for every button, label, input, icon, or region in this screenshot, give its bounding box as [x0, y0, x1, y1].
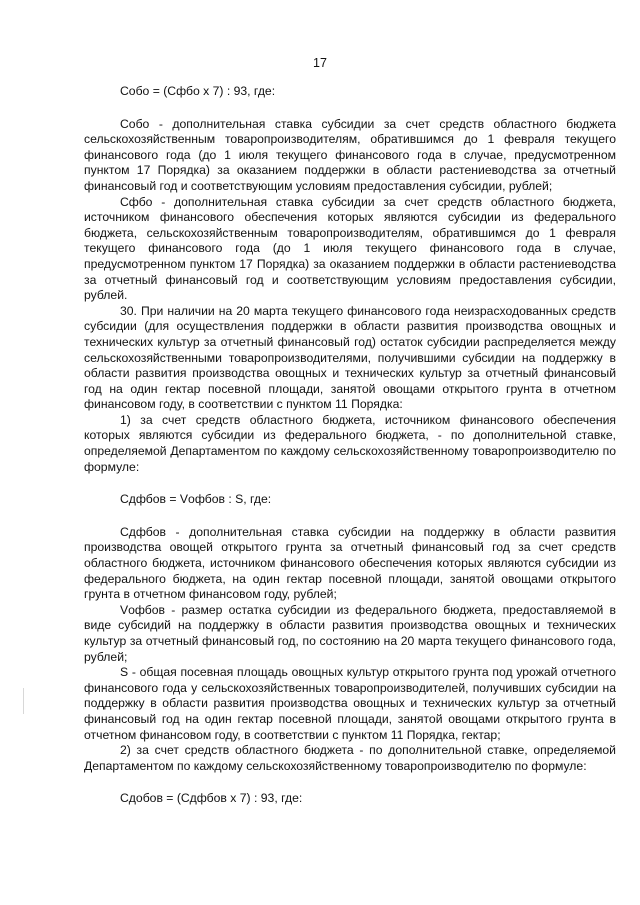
clause-30: 30. При наличии на 20 марта текущего финансового года неизрасходованных средств субсидии (для осуществления поддержки в области развития производства овощных и технических культур за отчетный финансовый год) остаток субсидии распределяется между сельскохозяйственными товаропроизводителями, получившими субсидии на поддержку в области развития производства овощных и технических культур за отчетный финансовый год на один гектар посевной площади, занятой овощами открытого грунта в отчетном финансовом году, в соответствии с пунктом 11 Порядка: [84, 303, 616, 412]
subclause-2: 2) за счет средств областного бюджета - по дополнительной ставке, определяемой Департаментом по каждому сельскохозяйственному товаропроизводителю по формуле: [84, 743, 616, 773]
formula-sdobov: Сдобов = (Сдфбов x 7) : 93, где: [120, 791, 303, 806]
definition-vofbov: Vофбов - размер остатка субсидии из федерального бюджета, предоставляемой в виде субсидий на поддержку в области развития производства овощных и технических культур за отчетный финансовый год, по состоянию на 20 марта текущего финансового года, рублей; [84, 602, 616, 664]
scan-margin-mark [23, 688, 24, 714]
document-body [84, 84, 616, 807]
formula-sobo: Собо = (Сфбо x 7) : 93, где: [120, 84, 276, 98]
definition-sobo: Собо - дополнительная ставка субсидии за счет средств областного бюджета сельскохозяйственным товаропроизводителям, обратившимся до 1 февраля текущего финансового года (до 1 июля текущего финансового года в случае, предусмотренном пунктом 17 Порядка) за оказанием поддержки в области растениеводства за отчетный финансовый год и соответствующим условиям предоставления субсидии, рублей; [84, 116, 616, 193]
page-number: 17 [313, 56, 327, 70]
definition-sfbo: Сфбо - дополнительная ставка субсидии за счет средств областного бюджета, источником финансового обеспечения которых являются субсидии из федерального бюджета, сельскохозяйственным товаропроизводителям, обратившимся до 1 февраля текущего финансового года (до 1 июля текущего финансового года в случае, предусмотренном пунктом 17 Порядка) за оказанием поддержки в области растениеводства за отчетный финансовый год и соответствующим условиям предоставления субсидии, рублей. [84, 194, 616, 303]
definition-sdfbov: Сдфбов - дополнительная ставка субсидии на поддержку в области развития производства овощей открытого грунта за отчетный финансовый год за счет средств областного бюджета, источником финансового обеспечения которых являются субсидии из федерального бюджета, на один гектар посевной площади, занятой овощами открытого грунта в отчетном финансовом году, рублей; [84, 524, 616, 602]
definition-s: S - общая посевная площадь овощных культур открытого грунта под урожай отчетного финансового года у сельскохозяйственных товаропроизводителей, получивших субсидии на поддержку в области развития производства овощных и технических культур за отчетный финансовый год на один гектар посевной площади, занятой овощами открытого грунта в отчетном финансовом году, в соответствии с пунктом 11 Порядка, гектар; [84, 665, 616, 742]
subclause-1: 1) за счет средств областного бюджета, источником финансового обеспечения которых являются субсидии из федерального бюджета, - по дополнительной ставке, определяемой Департаментом по каждому сельскохозяйственному товаропроизводителю по формуле: [84, 412, 616, 474]
formula-sdfbov: Сдфбов = Vофбов : S, где: [120, 492, 272, 507]
